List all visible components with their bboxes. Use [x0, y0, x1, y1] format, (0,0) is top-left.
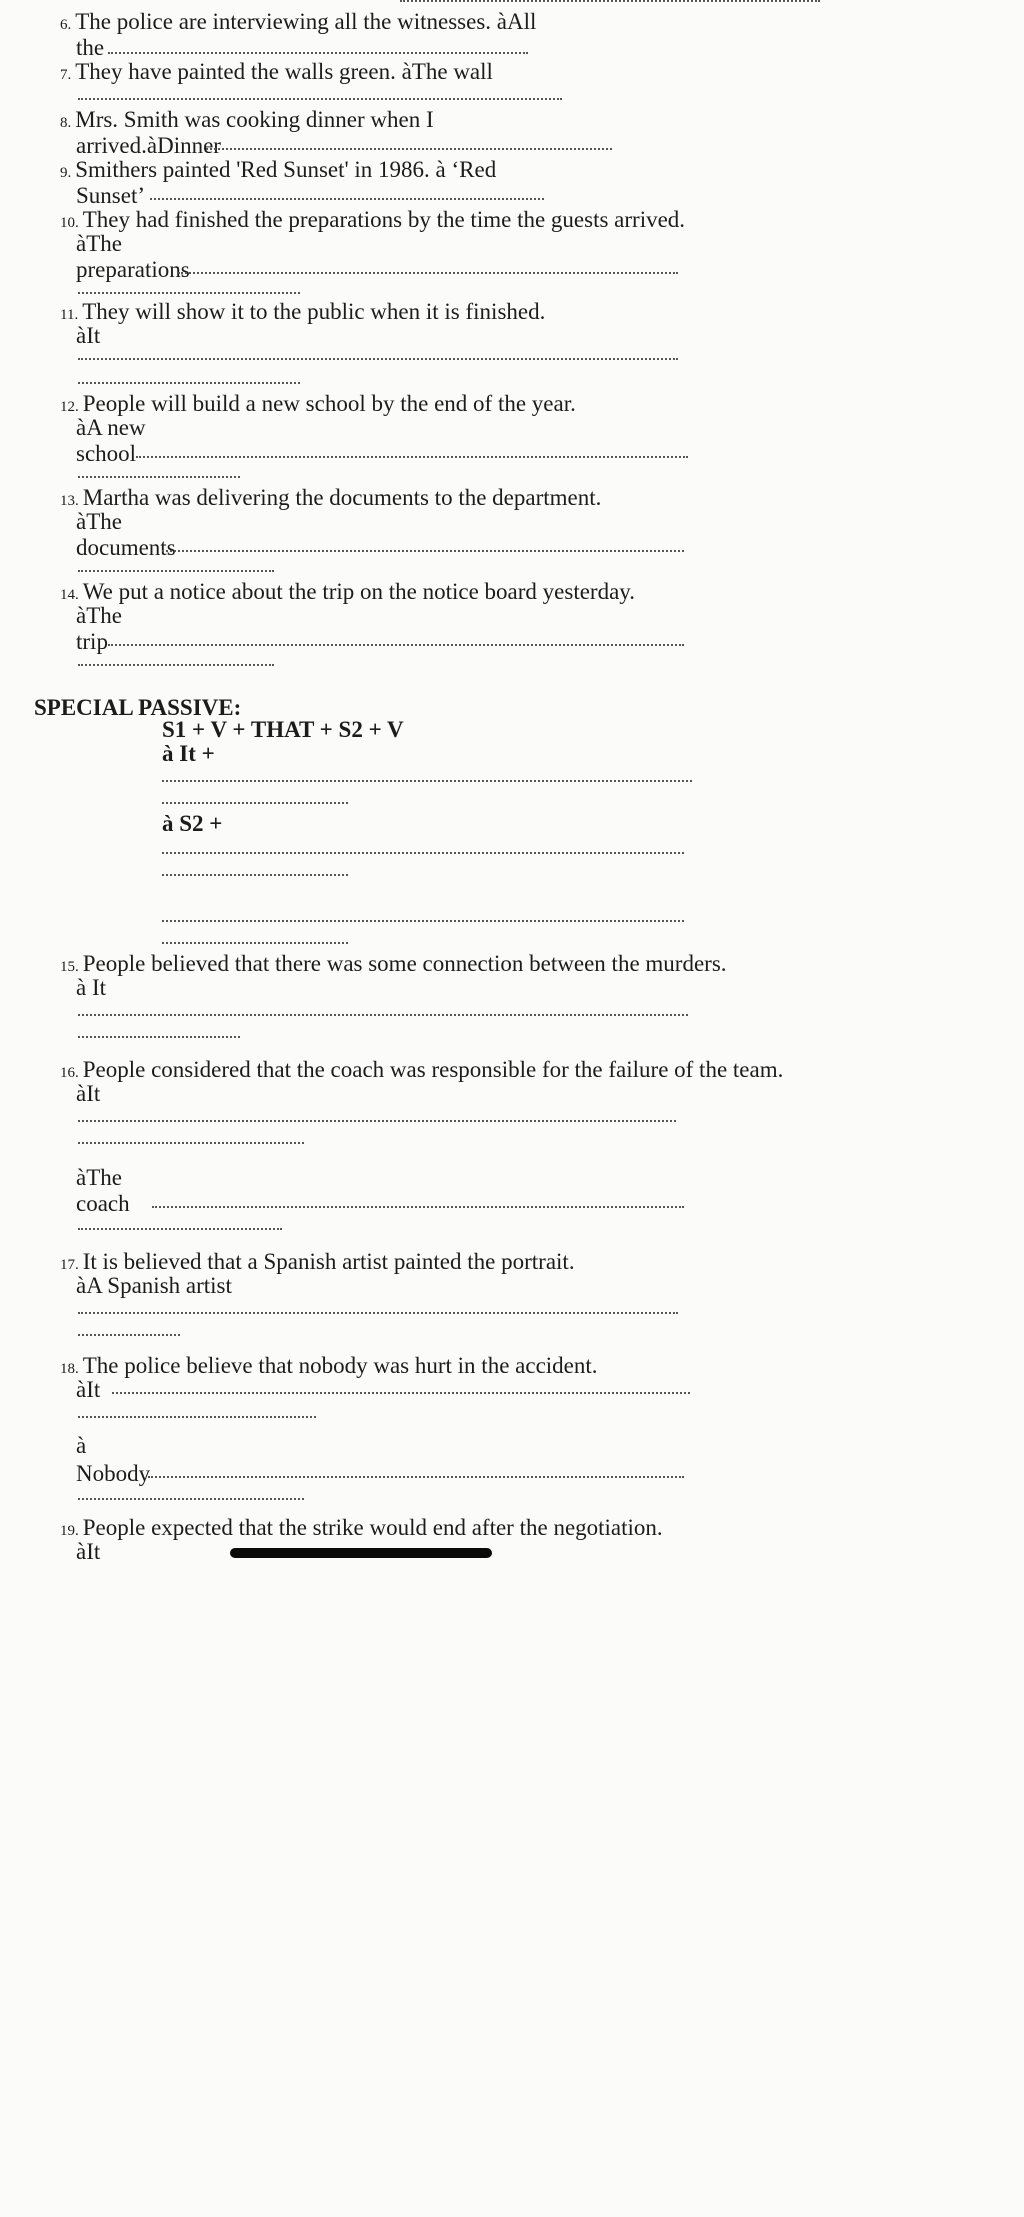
answer-18-prefix-2: à	[76, 1433, 87, 1458]
question-8: 8. Mrs. Smith was cooking dinner when I	[60, 107, 434, 132]
answer-line[interactable]	[162, 550, 684, 552]
answer-line[interactable]	[136, 456, 688, 458]
answer-line[interactable]	[78, 1228, 282, 1230]
answer-line[interactable]	[178, 272, 678, 274]
answer-12-prefix: àA new	[76, 415, 146, 440]
home-indicator	[230, 1548, 492, 1558]
answer-line[interactable]	[162, 780, 692, 782]
top-cut-answer-line	[400, 0, 820, 2]
answer-17-prefix: àA Spanish artist	[76, 1273, 232, 1298]
answer-11-prefix: àIt	[76, 323, 101, 348]
formula-s2: à S2 +	[162, 811, 223, 836]
answer-10-word: preparations	[76, 257, 190, 282]
answer-line[interactable]	[150, 198, 544, 200]
question-16: 16. People considered that the coach was responsible for the failure of the team.	[60, 1057, 784, 1082]
answer-12-word: school	[76, 441, 137, 466]
question-18: 18. The police believe that nobody was hurt in the accident.	[60, 1353, 598, 1378]
answer-6-prefix: the	[76, 35, 105, 60]
answer-18-prefix: àIt	[76, 1377, 101, 1402]
answer-line[interactable]	[206, 148, 612, 150]
answer-line[interactable]	[78, 476, 240, 478]
answer-13-word: documents	[76, 535, 176, 560]
answer-line[interactable]	[78, 358, 678, 360]
answer-line[interactable]	[78, 1498, 304, 1500]
answer-16-prefix: àIt	[76, 1081, 101, 1106]
question-12: 12. People will build a new school by the end of the year.	[60, 391, 576, 416]
formula-it: à It +	[162, 741, 215, 766]
answer-14-prefix: àThe	[76, 603, 122, 628]
answer-line[interactable]	[152, 1206, 684, 1208]
answer-line[interactable]	[162, 942, 348, 944]
answer-line[interactable]	[112, 1392, 690, 1394]
question-8-line2: arrived.àDinner	[76, 133, 221, 158]
answer-13-prefix: àThe	[76, 509, 122, 534]
answer-line[interactable]	[78, 570, 274, 572]
question-13: 13. Martha was delivering the documents to the department.	[60, 485, 602, 510]
answer-line[interactable]	[78, 1334, 180, 1336]
answer-line[interactable]	[78, 1036, 240, 1038]
question-19: 19. People expected that the strike would end after the negotiation.	[60, 1515, 663, 1540]
section-heading: SPECIAL PASSIVE:	[34, 695, 242, 720]
answer-15-prefix: à It	[76, 975, 107, 1000]
answer-line[interactable]	[148, 1476, 684, 1478]
answer-line[interactable]	[78, 664, 274, 666]
answer-line[interactable]	[78, 382, 300, 384]
answer-line[interactable]	[162, 874, 348, 876]
answer-line[interactable]	[78, 1014, 688, 1016]
question-17: 17. It is believed that a Spanish artist painted the portrait.	[60, 1249, 575, 1274]
question-11: 11. They will show it to the public when it is finished.	[60, 299, 546, 324]
answer-line[interactable]	[78, 1416, 316, 1418]
answer-14-word: trip	[76, 629, 108, 654]
question-9-line2: Sunset’	[76, 183, 145, 208]
answer-line[interactable]	[162, 852, 684, 854]
answer-18-word: Nobody	[76, 1461, 151, 1486]
formula: S1 + V + THAT + S2 + V	[162, 717, 404, 742]
answer-line[interactable]	[108, 52, 528, 54]
answer-line[interactable]	[108, 644, 684, 646]
answer-line[interactable]	[162, 802, 348, 804]
answer-line[interactable]	[78, 1312, 678, 1314]
answer-line[interactable]	[162, 920, 684, 922]
question-7: 7. They have painted the walls green. àThe wall	[60, 59, 493, 84]
question-6: 6. The police are interviewing all the witnesses. àAll	[60, 9, 537, 34]
answer-line[interactable]	[78, 1120, 676, 1122]
answer-19-prefix: àIt	[76, 1539, 101, 1564]
answer-16-prefix-2: àThe	[76, 1165, 122, 1190]
answer-line[interactable]	[78, 292, 300, 294]
question-15: 15. People believed that there was some connection between the murders.	[60, 951, 727, 976]
answer-10-prefix: àThe	[76, 231, 122, 256]
answer-16-word: coach	[76, 1191, 130, 1216]
answer-line[interactable]	[78, 98, 562, 100]
question-9: 9. Smithers painted 'Red Sunset' in 1986. à ‘Red	[60, 157, 497, 182]
question-10: 10. They had finished the preparations by the time the guests arrived.	[60, 207, 686, 232]
answer-line[interactable]	[78, 1142, 304, 1144]
question-14: 14. We put a notice about the trip on the notice board yesterday.	[60, 579, 636, 604]
